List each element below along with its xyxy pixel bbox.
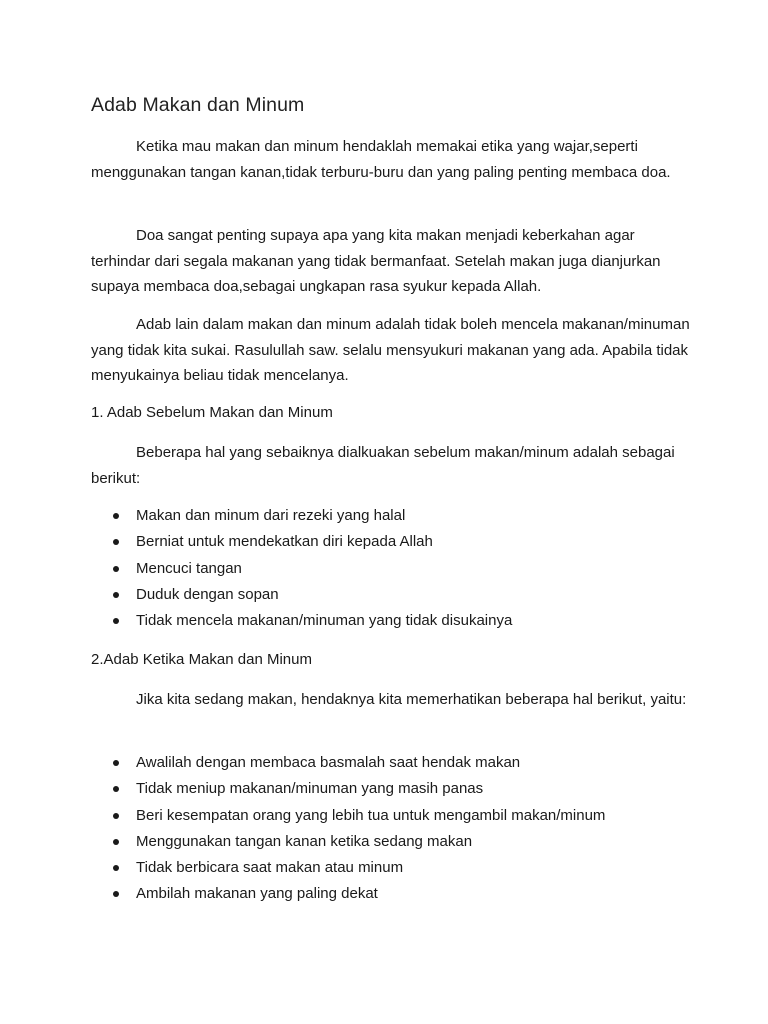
list-item: [113, 829, 605, 855]
list-item-text: Ambilah makanan yang paling dekat: [136, 885, 378, 903]
list-item: [113, 855, 605, 881]
list-item-text: Tidak mencela makanan/minuman yang tidak disukainya: [136, 612, 513, 630]
bullet-icon: [113, 566, 119, 572]
bullet-icon: [113, 865, 119, 871]
bullet-icon: [113, 760, 119, 766]
intro-paragraph-2: [91, 223, 691, 300]
section-2-paragraph-text: Jika kita sedang makan, hendaknya kita memerhatikan beberapa hal berikut, yaitu:: [136, 691, 687, 708]
section-2-list: [113, 750, 605, 908]
bullet-icon: [113, 813, 119, 819]
bullet-icon: [113, 786, 119, 792]
intro-paragraph-1: [91, 134, 691, 185]
list-item: [113, 881, 605, 907]
list-item-text: Tidak meniup makanan/minuman yang masih panas: [136, 780, 484, 798]
list-item-text: Beri kesempatan orang yang lebih tua untuk mengambil makan/minum: [136, 806, 606, 824]
section-2-heading: 2.Adab Ketika Makan dan Minum: [91, 651, 312, 668]
bullet-icon: [113, 539, 119, 545]
list-item: [113, 608, 512, 634]
list-item-text: Duduk dengan sopan: [136, 585, 279, 603]
bullet-icon: [113, 618, 119, 624]
bullet-icon: [113, 592, 119, 598]
list-item-text: Makan dan minum dari rezeki yang halal: [136, 507, 406, 524]
list-item: [113, 776, 605, 802]
section-1-heading: 1. Adab Sebelum Makan dan Minum: [91, 404, 333, 421]
intro-paragraph-2-text: Doa sangat penting supaya apa yang kita makan menjadi keberkahan agar terhindar dari segala makanan yang tidak bermanfaat. Setelah makan juga dianjurkan supaya membaca doa,sebagai ungkapan rasa syukur kepada Allah.: [91, 227, 661, 295]
section-1-list: [113, 503, 512, 634]
bullet-icon: [113, 891, 119, 897]
list-item-text: Menggunakan tangan kanan ketika sedang makan: [136, 832, 473, 850]
intro-paragraph-3: [91, 312, 691, 389]
list-item-text: Berniat untuk mendekatkan diri kepada Allah: [136, 533, 433, 551]
list-item: [113, 582, 512, 608]
section-2-paragraph: [91, 687, 691, 713]
list-item: [113, 529, 512, 555]
list-item-text: Mencuci tangan: [136, 559, 242, 577]
list-item: [113, 803, 605, 829]
list-item: [113, 503, 512, 529]
list-item: [113, 750, 605, 776]
section-1-paragraph: [91, 440, 691, 491]
list-item-text: Awalilah dengan membaca basmalah saat hendak makan: [136, 754, 521, 771]
list-item-text: Tidak berbicara saat makan atau minum: [136, 859, 404, 877]
intro-paragraph-3-text: Adab lain dalam makan dan minum adalah tidak boleh mencela makanan/minuman yang tidak kita sukai. Rasulullah saw. selalu mensyukuri makanan yang ada. Apabila tidak menyukainya beliau tidak mencelanya.: [91, 316, 690, 384]
bullet-icon: [113, 513, 119, 519]
document-title: Adab Makan dan Minum: [91, 94, 305, 116]
bullet-icon: [113, 839, 119, 845]
list-item: [113, 556, 512, 582]
section-1-paragraph-text: Beberapa hal yang sebaiknya dialkuakan sebelum makan/minum adalah sebagai berikut:: [91, 444, 675, 487]
intro-paragraph-1-text: Ketika mau makan dan minum hendaklah memakai etika yang wajar,seperti menggunakan tangan kanan,tidak terburu-buru dan yang paling penting membaca doa.: [91, 138, 671, 181]
